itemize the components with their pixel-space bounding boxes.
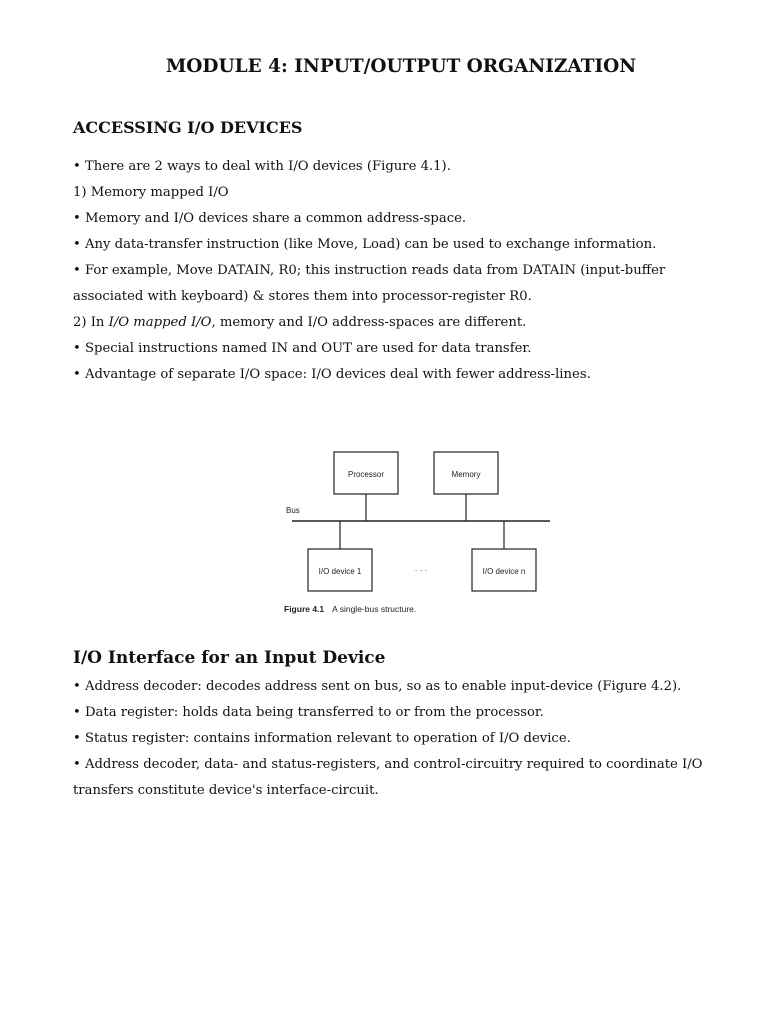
io-device-1-label: I/O device 1 [318,567,362,576]
section-heading-accessing-io: ACCESSING I/O DEVICES [73,118,303,137]
text-line: associated with keyboard) & stores them into processor-register R0. [73,289,532,304]
ellipsis-label: · · · [414,566,428,575]
processor-label: Processor [347,470,385,479]
text-line: • There are 2 ways to deal with I/O devices (Figure 4.1). [73,159,451,174]
memory-label: Memory [451,470,481,479]
text-line: • Address decoder, data- and status-registers, and control-circuitry required to coordinate I/O [73,757,703,772]
section-body-accessing-io [73,154,713,388]
text-line: • For example, Move DATAIN, R0; this instruction reads data from DATAIN (input-buffer [73,263,666,278]
text-line: • Data register: holds data being transferred to or from the processor. [73,705,544,720]
text-line: • Special instructions named IN and OUT are used for data transfer. [73,341,532,356]
text-run: , memory and I/O address-spaces are different. [211,315,527,330]
text-line [73,310,713,336]
section-body-io-interface [73,674,713,804]
text-line: • Memory and I/O devices share a common address-space. [73,211,467,226]
figure-caption [284,604,416,614]
text-line: • Advantage of separate I/O space: I/O devices deal with fewer address-lines. [73,367,591,382]
bus-label: Bus [286,506,300,515]
figure-caption-number: Figure 4.1 [284,604,325,614]
text-line: 1) Memory mapped I/O [73,185,229,200]
io-device-n-label: I/O device n [482,567,526,576]
page-title: MODULE 4: INPUT/OUTPUT ORGANIZATION [165,56,637,77]
text-line: • Address decoder: decodes address sent on bus, so as to enable input-device (Figure 4.2). [73,679,682,694]
bus-diagram [278,440,568,620]
figure-single-bus-structure [278,440,568,620]
text-line: • Status register: contains information relevant to operation of I/O device. [73,731,571,746]
section-heading-io-interface: I/O Interface for an Input Device [73,648,386,668]
text-run: 2) In [73,315,109,330]
text-line: • Any data-transfer instruction (like Move, Load) can be used to exchange information. [73,237,657,252]
text-line: transfers constitute device's interface-circuit. [73,783,379,798]
italic-term: I/O mapped I/O [108,315,212,330]
figure-caption-text: A single-bus structure. [332,604,417,614]
